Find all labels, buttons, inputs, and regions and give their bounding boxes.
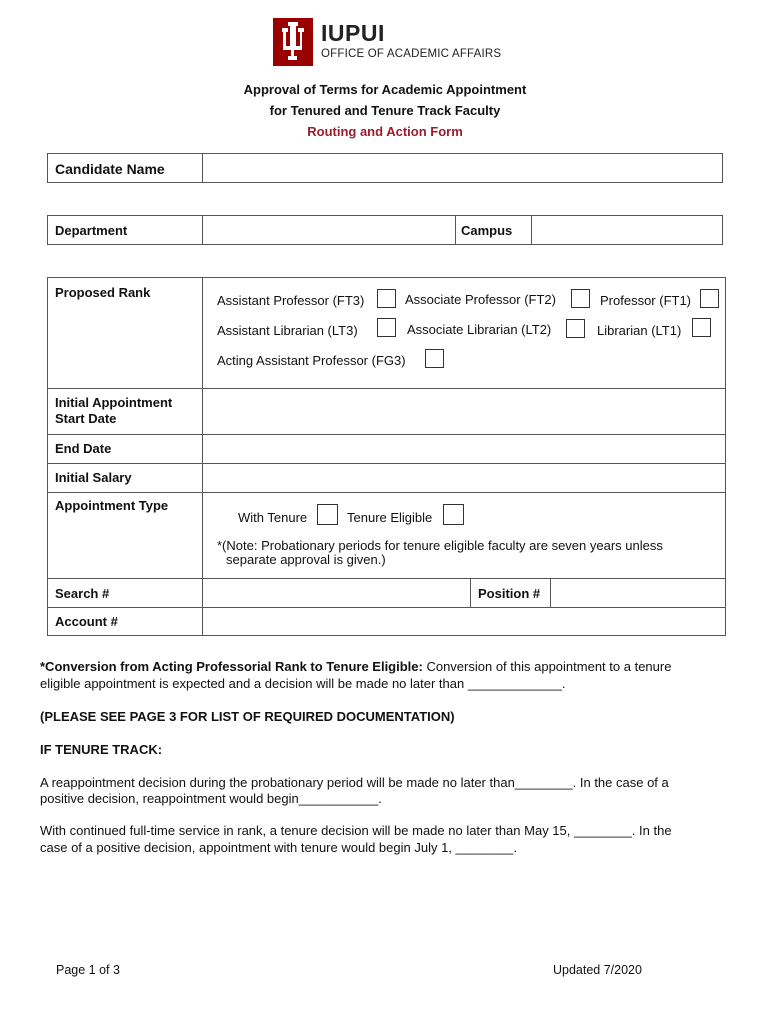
rank-ft2-label: Associate Professor (FT2) <box>405 292 556 307</box>
rank-ft1-checkbox[interactable] <box>700 289 719 308</box>
proposed-rank-label: Proposed Rank <box>55 285 151 300</box>
form-title-line1: Approval of Terms for Academic Appointment <box>243 82 527 97</box>
appointment-type-label: Appointment Type <box>55 498 169 513</box>
conversion-heading: *Conversion from Acting Professorial Rank to Tenure Eligible: <box>40 659 423 674</box>
campus-field[interactable] <box>532 216 722 244</box>
search-number-label: Search # <box>55 586 110 601</box>
account-number-label: Account # <box>55 614 118 629</box>
initial-appointment-label: Initial Appointment <box>55 395 173 410</box>
probation-note-line1: *(Note: Probationary periods for tenure eligible faculty are seven years unless <box>217 538 663 553</box>
initial-salary-field[interactable] <box>203 464 725 491</box>
position-number-label: Position # <box>478 586 541 601</box>
with-tenure-label: With Tenure <box>238 510 308 525</box>
candidate-name-label: Candidate Name <box>55 161 165 177</box>
rank-lt2-checkbox[interactable] <box>566 319 585 338</box>
page-number: Page 1 of 3 <box>56 963 120 977</box>
conversion-text: Conversion of this appointment to a tenure <box>422 659 672 674</box>
search-number-field[interactable] <box>203 579 469 606</box>
rank-ft2-checkbox[interactable] <box>571 289 590 308</box>
initial-salary-label: Initial Salary <box>55 470 132 485</box>
form-title-line2: for Tenured and Tenure Track Faculty <box>269 103 501 118</box>
rank-ft3-checkbox[interactable] <box>377 289 396 308</box>
account-number-field[interactable] <box>203 608 725 635</box>
required-documentation-note: (PLEASE SEE PAGE 3 FOR LIST OF REQUIRED DOCUMENTATION) <box>40 709 455 724</box>
rank-lt3-checkbox[interactable] <box>377 318 396 337</box>
logo-subtitle: OFFICE OF ACADEMIC AFFAIRS <box>321 48 502 60</box>
rank-lt2-label: Associate Librarian (LT2) <box>407 322 552 337</box>
reappointment-line1: A reappointment decision during the probationary period will be made no later than________. In the case of a <box>40 775 669 790</box>
rank-fg3-checkbox[interactable] <box>425 349 444 368</box>
tenure-eligible-label: Tenure Eligible <box>347 510 433 525</box>
reappointment-line2: positive decision, reappointment would begin___________. <box>40 791 382 806</box>
logo-wordmark: IUPUI <box>321 20 385 46</box>
form-title-line3: Routing and Action Form <box>307 124 463 139</box>
continued-service-line2: case of a positive decision, appointment with tenure would begin July 1, ________. <box>40 840 517 855</box>
trident-icon <box>273 18 313 66</box>
end-date-field[interactable] <box>203 435 725 462</box>
rank-ft1-label: Professor (FT1) <box>600 293 692 308</box>
rank-lt1-checkbox[interactable] <box>692 318 711 337</box>
updated-date: Updated 7/2020 <box>553 963 642 977</box>
tenure-eligible-checkbox[interactable] <box>443 504 464 525</box>
department-label: Department <box>55 223 128 238</box>
conversion-paragraph-line2: eligible appointment is expected and a decision will be made no later than _____________. <box>40 676 566 691</box>
candidate-name-field[interactable] <box>203 154 722 182</box>
position-number-field[interactable] <box>551 579 725 606</box>
campus-label: Campus <box>461 223 513 238</box>
start-date-field[interactable] <box>203 389 725 433</box>
with-tenure-checkbox[interactable] <box>317 504 338 525</box>
conversion-paragraph-line1 <box>40 659 740 674</box>
department-field[interactable] <box>203 216 454 244</box>
rank-lt1-label: Librarian (LT1) <box>597 323 682 338</box>
iupui-logo <box>273 18 503 68</box>
end-date-label: End Date <box>55 441 112 456</box>
probation-note-line2: separate approval is given.) <box>226 552 386 567</box>
continued-service-line1: With continued full-time service in rank, a tenure decision will be made no later than May 15, ________. In the <box>40 823 672 838</box>
start-date-label: Start Date <box>55 411 117 426</box>
if-tenure-track-heading: IF TENURE TRACK: <box>40 742 163 757</box>
rank-ft3-label: Assistant Professor (FT3) <box>217 293 365 308</box>
rank-lt3-label: Assistant Librarian (LT3) <box>217 323 358 338</box>
rank-fg3-label: Acting Assistant Professor (FG3) <box>217 353 406 368</box>
